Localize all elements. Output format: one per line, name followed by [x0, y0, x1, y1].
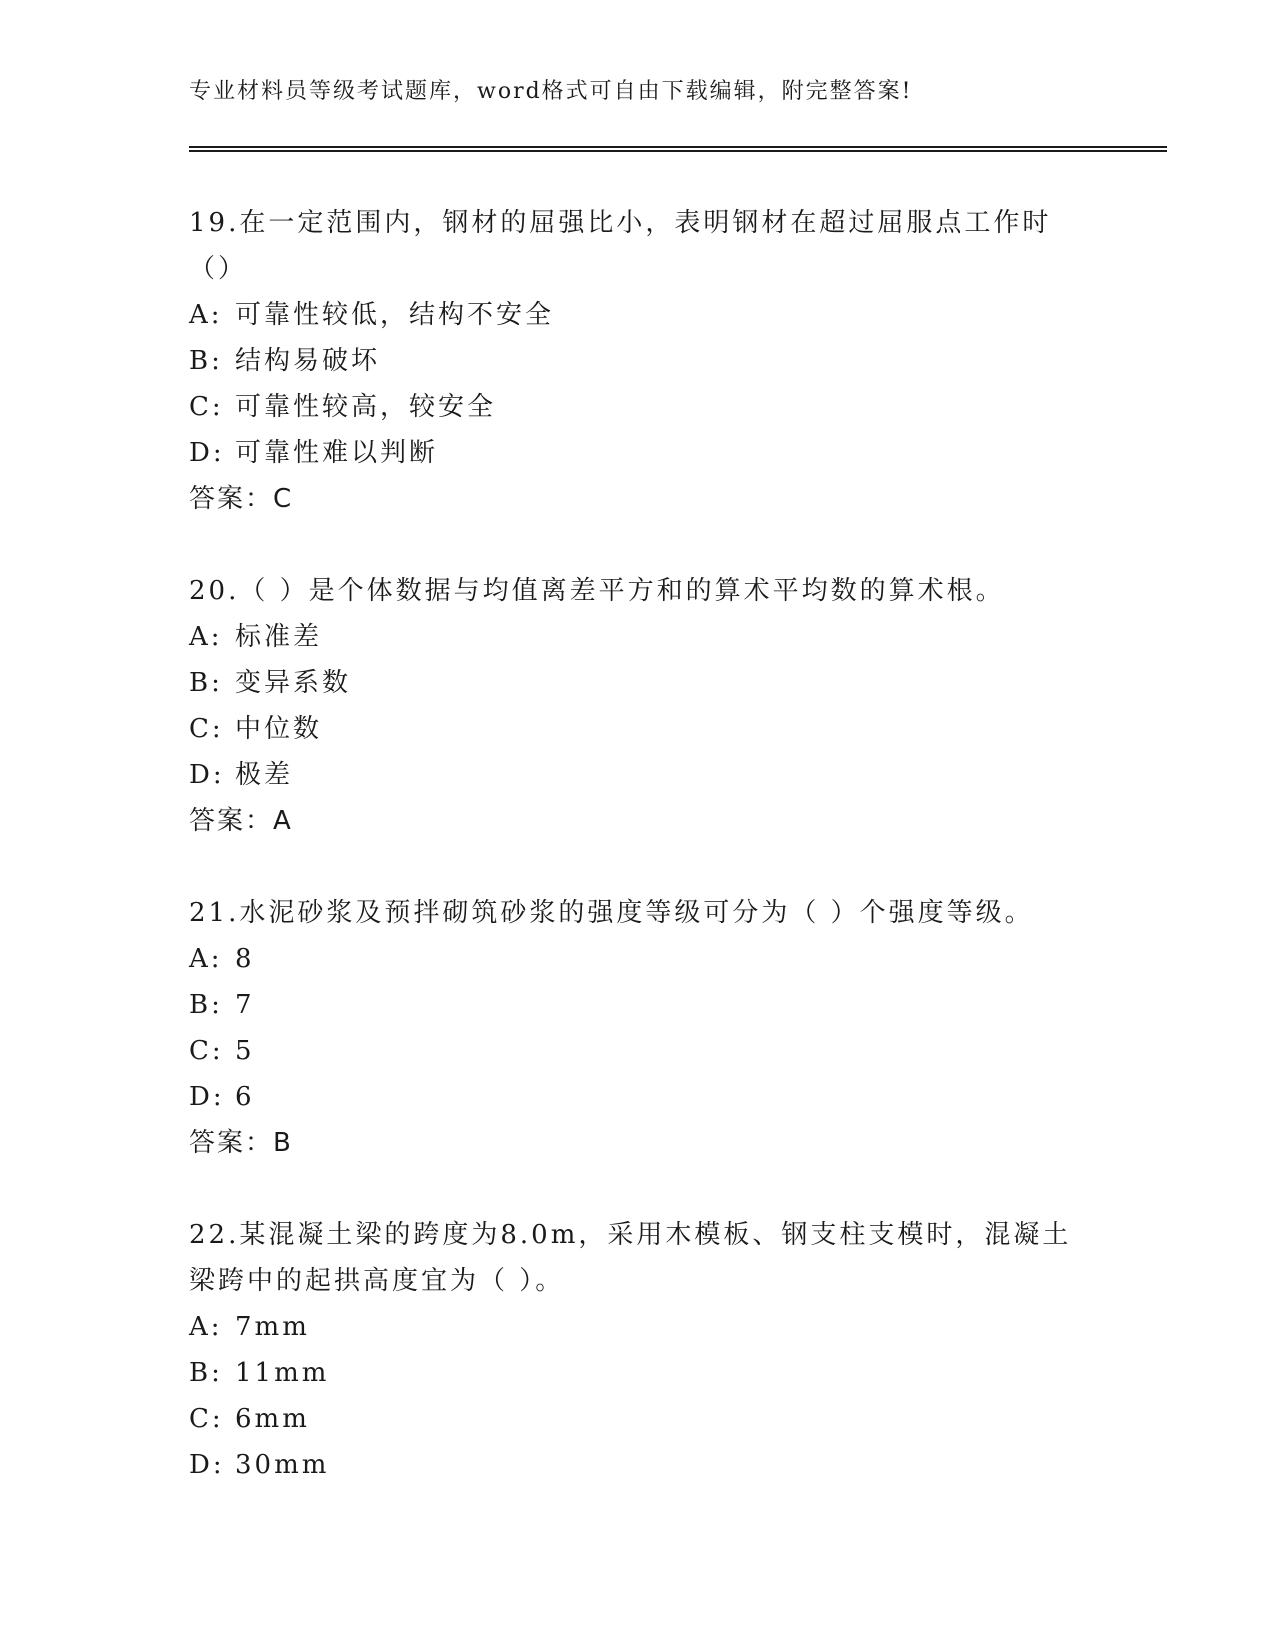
question-20: [189, 568, 1089, 844]
question-list: [189, 200, 1089, 1534]
option-text: 11mm: [235, 1358, 330, 1388]
option-a: [189, 1304, 1089, 1350]
answer-line: 答案：B: [189, 1128, 293, 1158]
option-text: 极差: [235, 760, 294, 790]
option-letter: D:: [189, 760, 225, 790]
option-letter: A:: [189, 944, 223, 974]
option-c: [189, 384, 1089, 430]
option-letter: B:: [189, 1358, 223, 1388]
answer-line: 答案：C: [189, 484, 294, 514]
option-text: 7: [235, 990, 255, 1020]
option-letter: C:: [189, 714, 224, 744]
question-text: 20.（ ）是个体数据与均值离差平方和的算术平均数的算术根。: [189, 576, 1005, 606]
option-letter: B:: [189, 668, 223, 698]
option-c: [189, 706, 1089, 752]
option-b: [189, 338, 1089, 384]
option-text: 中位数: [235, 714, 323, 744]
option-letter: D:: [189, 1450, 225, 1480]
option-b: [189, 1350, 1089, 1396]
option-a: [189, 936, 1089, 982]
option-d: [189, 1074, 1089, 1120]
option-letter: B:: [189, 346, 223, 376]
option-letter: A:: [189, 622, 223, 652]
option-letter: B:: [189, 990, 223, 1020]
option-text: 标准差: [235, 622, 323, 652]
question-text: 22.某混凝土梁的跨度为8.0m，采用木模板、钢支柱支模时，混凝土梁跨中的起拱高度宜为（ ）。: [189, 1220, 1072, 1296]
question-19: [189, 200, 1089, 522]
option-c: [189, 1396, 1089, 1442]
option-d: [189, 430, 1089, 476]
option-text: 5: [235, 1036, 255, 1066]
option-b: [189, 660, 1089, 706]
option-text: 6: [235, 1082, 255, 1112]
question-21: [189, 890, 1089, 1166]
option-d: [189, 752, 1089, 798]
answer-line: 答案：A: [189, 806, 293, 836]
option-c: [189, 1028, 1089, 1074]
option-letter: A:: [189, 1312, 223, 1342]
option-letter: C:: [189, 1404, 224, 1434]
option-text: 结构易破坏: [235, 346, 381, 376]
question-text: 19.在一定范围内，钢材的屈强比小，表明钢材在超过屈服点工作时（）: [189, 208, 1052, 284]
option-text: 可靠性较高，较安全: [235, 392, 497, 422]
question-22: [189, 1212, 1089, 1488]
option-d: [189, 1442, 1089, 1488]
option-letter: A:: [189, 300, 223, 330]
option-text: 可靠性难以判断: [235, 438, 439, 468]
option-text: 7mm: [235, 1312, 310, 1342]
question-text: 21.水泥砂浆及预拌砌筑砂浆的强度等级可分为（ ）个强度等级。: [189, 898, 1034, 928]
option-letter: C:: [189, 1036, 224, 1066]
option-a: [189, 614, 1089, 660]
option-letter: C:: [189, 392, 224, 422]
option-text: 变异系数: [235, 668, 352, 698]
option-text: 30mm: [235, 1450, 330, 1480]
option-text: 8: [235, 944, 255, 974]
option-a: [189, 292, 1089, 338]
option-letter: D:: [189, 1082, 225, 1112]
option-b: [189, 982, 1089, 1028]
option-text: 可靠性较低，结构不安全: [235, 300, 555, 330]
header-divider: [189, 146, 1167, 152]
option-text: 6mm: [235, 1404, 310, 1434]
page-header-text: 专业材料员等级考试题库，word格式可自由下载编辑，附完整答案!: [189, 79, 913, 104]
option-letter: D:: [189, 438, 225, 468]
